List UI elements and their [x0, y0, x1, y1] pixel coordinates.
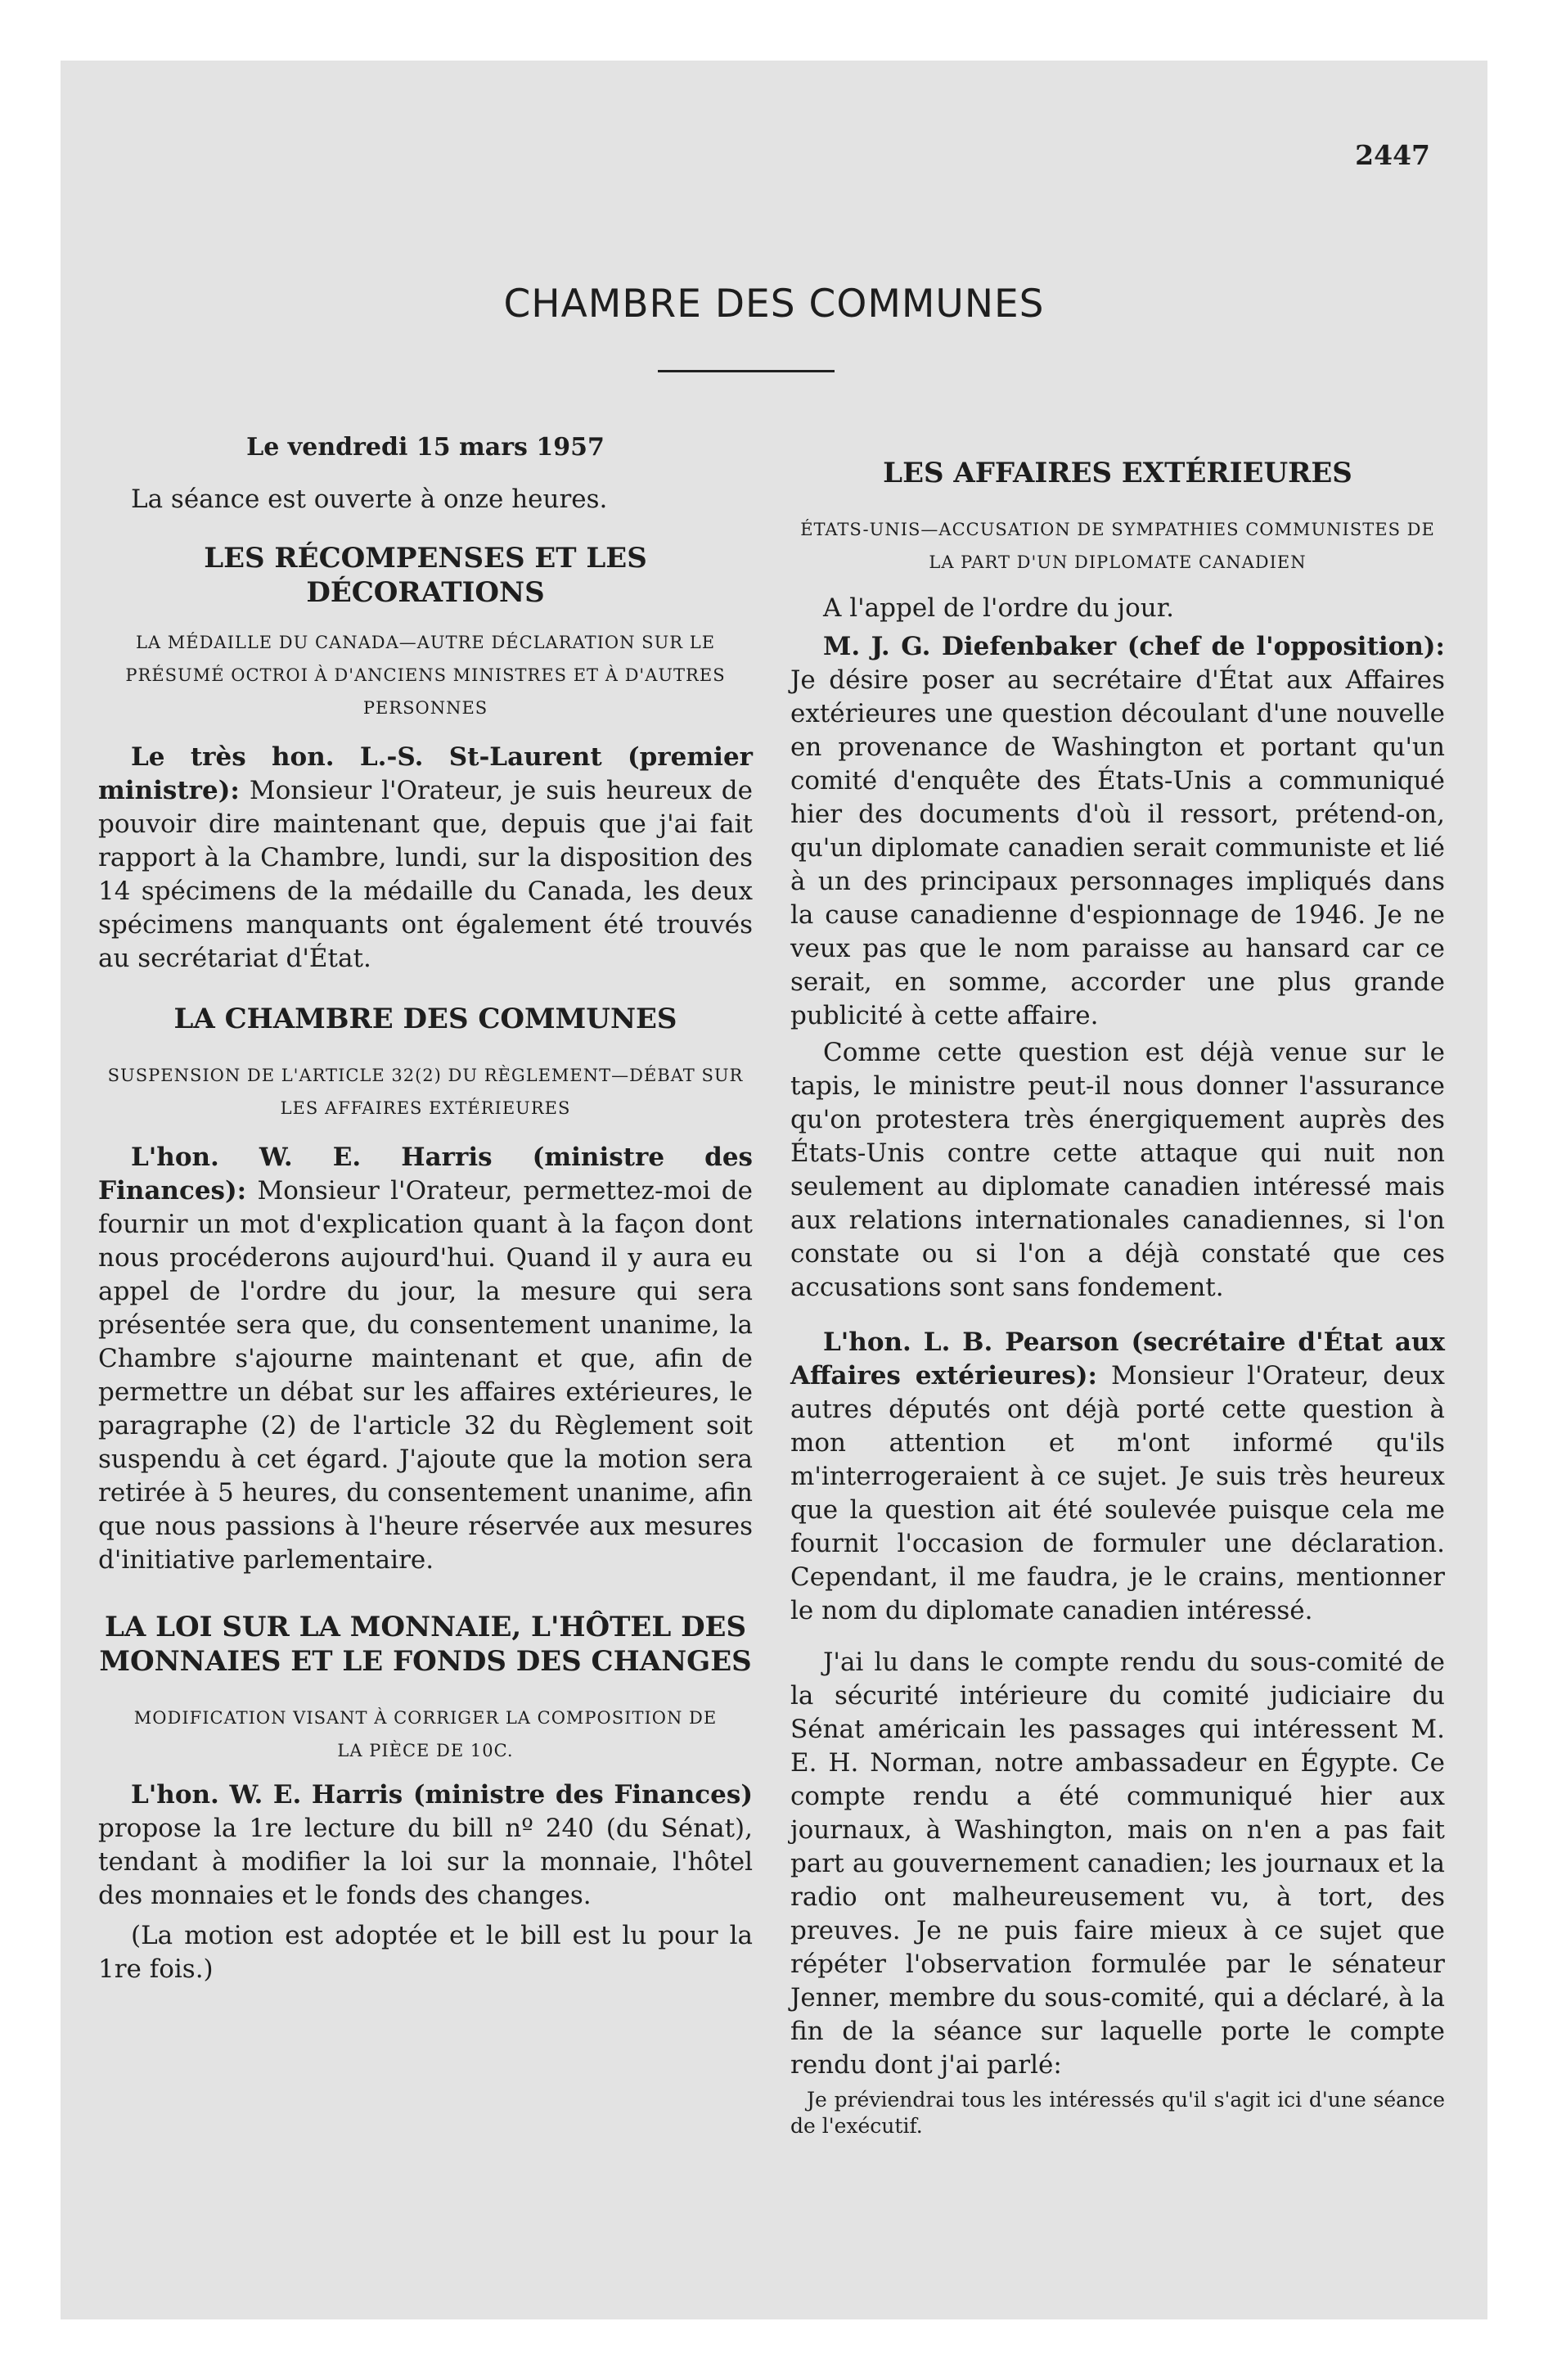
- paragraph-compte-rendu: J'ai lu dans le compte rendu du sous-comité de la sécurité intérieure du comité judiciaire du Sénat américain les passages qui intéressent M. E. H. Norman, notre ambassadeur en Égypte. Ce compte rendu a été communiqué hier aux journaux, à Washington, mais on n'en a pas fait part au gouvernement canadien; les journaux et la radio ont malheureusement vu, à tort, des preuves. Je ne puis faire mieux à ce sujet que répéter l'observation formulée par le sénateur Jenner, membre du sous-comité, qui a déclaré, à la fin de la séance sur laquelle porte le compte rendu dont j'ai parlé:: [790, 1648, 1445, 2080]
- right-column: [790, 433, 1445, 2139]
- section-heading-chambre: LA CHAMBRE DES COMMUNES: [173, 1003, 677, 1035]
- paragraph-harris-1: [98, 1141, 753, 1577]
- paragraph-motion-adoptee: (La motion est adoptée et le bill est lu pour la 1re fois.): [98, 1921, 753, 1985]
- page-number: 2447: [1355, 139, 1430, 171]
- document-page: [61, 61, 1487, 2319]
- subheading-suspension: SUSPENSION DE L'ARTICLE 32(2) DU RÈGLEMENT—DÉBAT SUR LES AFFAIRES EXTÉRIEURES: [107, 1066, 744, 1119]
- subheading-piece-10c: MODIFICATION VISANT À CORRIGER LA COMPOSITION DE LA PIÈCE DE 10C.: [133, 1708, 718, 1761]
- page-title: CHAMBRE DES COMMUNES: [503, 282, 1045, 327]
- text-diefenbaker: Je désire poser au secrétaire d'État aux Affaires extérieures une question découlant d'une nouvelle en provenance de Washington et portant qu'un comité d'enquête des États-Unis a communiqué hier des documents d'où il ressort, prétend-on, qu'un diplomate canadien serait communiste et lié à un des principaux personnages impliqués dans la cause canadienne d'espionnage de 1946. Je ne veux pas que le nom paraisse au hansard car ce serait, en somme, accorder une plus grande publicité à cette affaire.: [790, 665, 1445, 1031]
- quote-jenner: Je préviendrai tous les intéressés qu'il s'agit ici d'une séance de l'exécutif.: [790, 2088, 1445, 2139]
- speaker-st-laurent: Le très hon. L.-S. St-Laurent (premier ministre):: [98, 742, 753, 805]
- paragraph-pearson: [790, 1326, 1445, 1628]
- speaker-pearson: L'hon. L. B. Pearson (secrétaire d'État aux Affaires extérieures):: [790, 1327, 1445, 1391]
- session-date: Le vendredi 15 mars 1957: [246, 433, 605, 462]
- speaker-diefenbaker: M. J. G. Diefenbaker (chef de l'opposition):: [823, 632, 1445, 662]
- speaker-harris-2: L'hon. W. E. Harris (ministre des Finances): [131, 1780, 753, 1810]
- paragraph-question-ministre: Comme cette question est déjà venue sur le tapis, le ministre peut-il nous donner l'assurance qu'on protestera très énergiquement auprès des États-Unis contre cette attaque qui nuit non seulement au diplomate canadien intéressé mais aux relations internationales canadiennes, si l'on constate ou si l'on a déjà constaté que ces accusations sont sans fondement.: [790, 1038, 1445, 1303]
- left-column: [98, 433, 753, 1986]
- title-divider: [658, 370, 835, 372]
- paragraph-appel-ordre: A l'appel de l'ordre du jour.: [823, 593, 1174, 624]
- section-heading-affaires-exterieures: LES AFFAIRES EXTÉRIEURES: [883, 457, 1352, 490]
- opening-line: La séance est ouverte à onze heures.: [131, 485, 608, 514]
- text-pearson: Monsieur l'Orateur, deux autres députés ont déjà porté cette question à mon attention et m'ont informé qu'ils m'interrogeraient à ce sujet. Je suis très heureux que la question ait été soulevée puisque cela me fournit l'occasion de formuler une déclaration. Cependant, il me faudra, je le crains, mentionner le nom du diplomate canadien intéressé.: [790, 1361, 1445, 1626]
- text-st-laurent: Monsieur l'Orateur, je suis heureux de pouvoir dire maintenant que, depuis que j'ai fait rapport à la Chambre, lundi, sur la disposition des 14 spécimens de la médaille du Canada, les deux spécimens manquants ont également été trouvés au secrétariat d'État.: [98, 776, 753, 973]
- paragraph-st-laurent: [98, 741, 753, 976]
- section-heading-recompenses: LES RÉCOMPENSES ET LES DÉCORATIONS: [204, 542, 647, 609]
- text-harris-2: propose la 1re lecture du bill nº 240 (du Sénat), tendant à modifier la loi sur la monnaie, l'hôtel des monnaies et le fonds des changes.: [98, 1814, 753, 1911]
- section-heading-monnaie: LA LOI SUR LA MONNAIE, L'HÔTEL DES MONNAIES ET LE FONDS DES CHANGES: [99, 1611, 752, 1679]
- text-harris-1: Monsieur l'Orateur, permettez-moi de fournir un mot d'explication quant à la façon dont nous procéderons aujourd'hui. Quand il y aura eu appel de l'ordre du jour, la mesure qui sera présentée sera que, du consentement unanime, la Chambre s'ajourne maintenant et que, afin de permettre un débat sur les affaires extérieures, le paragraphe (2) de l'article 32 du Règlement soit suspendu à cet égard. J'ajoute que la motion sera retirée à 5 heures, du consentement unanime, afin que nous passions à l'heure réservée aux mesures d'initiative parlementaire.: [98, 1176, 753, 1575]
- speaker-harris-1: L'hon. W. E. Harris (ministre des Finances):: [98, 1143, 753, 1206]
- subheading-etats-unis: ÉTATS-UNIS—ACCUSATION DE SYMPATHIES COMMUNISTES DE LA PART D'UN DIPLOMATE CANADIEN: [800, 520, 1435, 573]
- paragraph-diefenbaker: [790, 630, 1445, 1033]
- paragraph-harris-2: [98, 1778, 753, 1913]
- subheading-medaille: LA MÉDAILLE DU CANADA—AUTRE DÉCLARATION SUR LE PRÉSUMÉ OCTROI À D'ANCIENS MINISTRES ET À D'AUTRES PERSONNES: [125, 633, 726, 718]
